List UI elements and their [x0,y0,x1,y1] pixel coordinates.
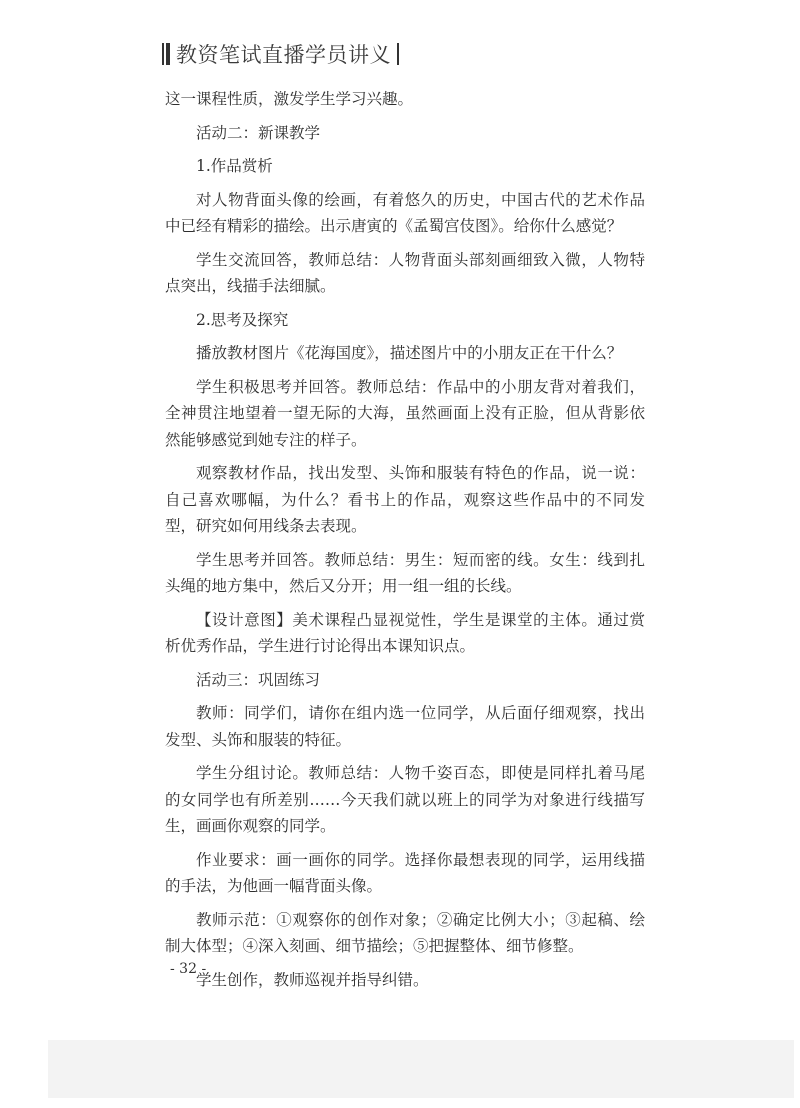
paragraph-continuation: 这一课程性质，激发学生学习兴趣。 [165,90,414,108]
paragraph: 教师：同学们，请你在组内选一位同学，从后面仔细观察，找出发型、头饰和服装的特征。 [165,704,645,749]
paragraph: 观察教材作品，找出发型、头饰和服装有特色的作品，说一说：自己喜欢哪幅，为什么？看书上的作品，观察这些作品中的不同发型，研究如何用线条去表现。 [165,464,645,535]
paragraph: 教师示范：①观察你的创作对象；②确定比例大小；③起稿、绘制大体型；④深入刻画、细节描绘；⑤把握整体、细节修整。 [165,910,645,955]
header-bar-left-thick [166,43,170,65]
page-header [162,40,399,68]
paragraph: 对人物背面头像的绘画，有着悠久的历史，中国古代的艺术作品中已经有精彩的描绘。出示唐寅的《孟蜀宫伎图》。给你什么感觉？ [165,190,645,235]
paragraph: 播放教材图片《花海国度》，描述图片中的小朋友正在干什么？ [196,344,623,362]
scan-bottom-band [48,1040,794,1098]
paragraph: 学生创作，教师巡视并指导纠错。 [196,970,429,989]
section-heading-activity-2: 活动二：新课教学 [196,123,321,142]
lesson-content [165,86,645,1000]
paragraph: 学生分组讨论。教师总结：人物千姿百态，即使是同样扎着马尾的女同学也有所差别……今天我们就以班上的同学为对象进行线描写生，画画你观察的同学。 [165,764,645,835]
paragraph: 作业要求：画一画你的同学。选择你最想表现的同学，运用线描的手法，为他画一幅背面头像。 [165,850,645,895]
subheading-exploration: 2.思考及探究 [196,310,289,329]
header-bar-left-thin [162,43,164,65]
section-heading-activity-3: 活动三：巩固练习 [196,670,321,689]
header-bar-right [397,43,399,65]
paragraph: 学生积极思考并回答。教师总结：作品中的小朋友背对着我们，全神贯注地望着一望无际的大海，虽然画面上没有正脸，但从背影依然能够感觉到她专注的样子。 [165,377,645,449]
subheading-appreciation: 1.作品赏析 [196,157,273,175]
page-number: - 32 - [170,961,207,977]
paragraph: 学生思考并回答。教师总结：男生：短而密的线。女生：线到扎头绳的地方集中，然后又分开；用一组一组的长线。 [165,550,645,595]
design-intent-paragraph: 【设计意图】美术课程凸显视觉性，学生是课堂的主体。通过赏析优秀作品，学生进行讨论得出本课知识点。 [165,610,645,655]
header-title: 教资笔试直播学员讲义 [176,43,391,67]
paragraph: 学生交流回答，教师总结：人物背面头部刻画细致入微，人物特点突出，线描手法细腻。 [165,250,645,295]
